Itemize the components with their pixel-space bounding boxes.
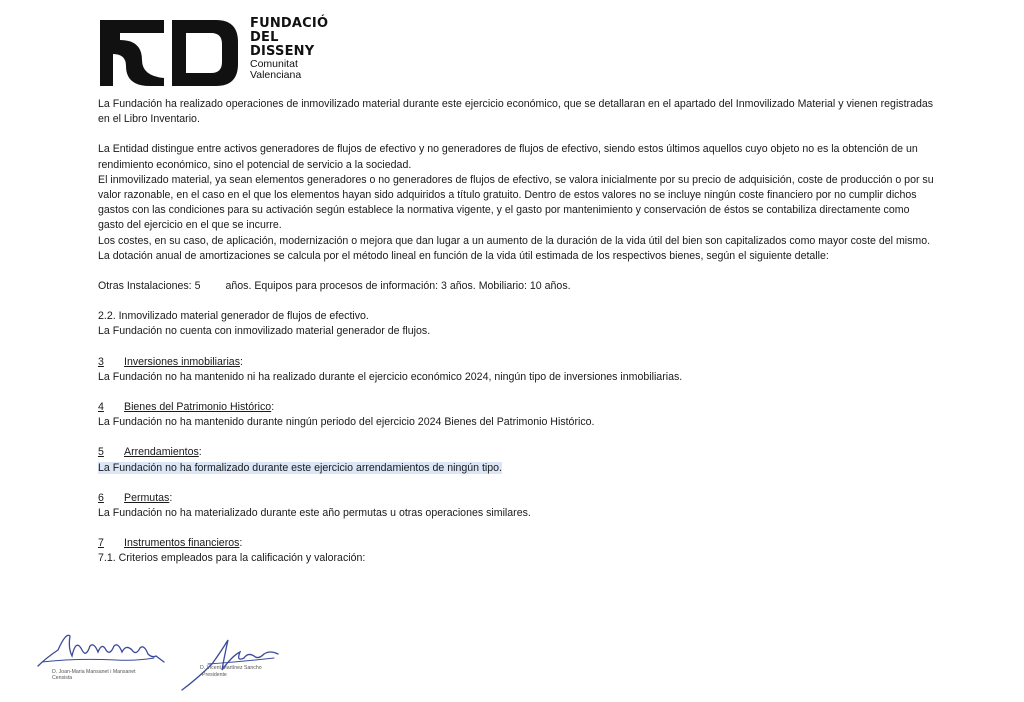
section-6-text: La Fundación no ha materializado durante este año permutas u otras operaciones similares. — [98, 507, 531, 520]
section-number: 5 — [98, 446, 104, 459]
vida-util-part-2: años. Equipos para procesos de información: 3 años. Mobiliario: 10 años. — [225, 280, 571, 293]
section-7-heading: 7 Instrumentos financieros: — [98, 536, 938, 551]
section-3-text: La Fundación no ha mantenido ni ha realizado durante el ejercicio económico 2024, ningún tipo de inversiones inmobiliarias. — [98, 370, 683, 383]
section-6-heading: 6 Permutas: — [98, 491, 938, 506]
logo-line-1: FUNDACIÓ — [250, 16, 329, 31]
section-4-text: La Fundación no ha mantenido durante ningún periodo del ejercicio 2024 Bienes del Patrimonio Histórico. — [98, 416, 595, 429]
signature-left-role: Censista — [52, 675, 73, 681]
signature-right-scribble — [178, 634, 288, 694]
section-title: Arrendamientos — [124, 446, 199, 459]
section-title: Bienes del Patrimonio Histórico — [124, 401, 272, 414]
section-title: Permutas — [124, 491, 170, 504]
signature-left — [36, 628, 176, 688]
signature-right-role: Presidente — [202, 672, 227, 678]
section-title: Instrumentos financieros — [124, 537, 240, 550]
logo-mark-bar — [206, 46, 220, 60]
section-5-text — [98, 461, 938, 476]
section-number: 4 — [98, 401, 104, 414]
logo-line-3: DISSENY — [250, 44, 315, 59]
section-title: Inversiones inmobiliarias — [124, 355, 240, 368]
logo-line-5: Valenciana — [250, 69, 302, 81]
paragraph-costes-mejora: Los costes, en su caso, de aplicación, modernización o mejora que dan lugar a un aumento de la duración de la vida útil del bien son capitalizados como mayor coste del mismo. — [98, 234, 931, 247]
paragraph-2-2-heading: 2.2. Inmovilizado material generador de flujos de efectivo. — [98, 310, 369, 323]
section-7-text: 7.1. Criterios empleados para la calificación y valoración: — [98, 552, 366, 565]
vida-util-part-1: Otras Instalaciones: 5 — [98, 280, 201, 293]
section-number: 3 — [98, 355, 104, 368]
paragraph-vida-util — [98, 279, 938, 294]
logo-mark-left — [100, 20, 164, 86]
logo-line-4: Comunitat — [250, 58, 298, 70]
paragraph-inmovilizado-intro: La Fundación ha realizado operaciones de inmovilizado material durante este ejercicio económico, que se detallaran en el apartado del Inmovilizado Material y vienen registradas en el Libro Inventario. — [98, 98, 934, 126]
paragraph-amortizaciones: La dotación anual de amortizaciones se calcula por el método lineal en función de la vida útil estimada de los respectivos bienes, según el siguiente detalle: — [98, 249, 829, 262]
section-4-heading: 4 Bienes del Patrimonio Histórico: — [98, 400, 938, 415]
logo-mark-right — [172, 20, 238, 86]
paragraph-activos-generadores: La Entidad distingue entre activos generadores de flujos de efectivo y no generadores de flujos de efectivo, siendo estos últimos aquellos cuyo objeto no es la obtención de un rendimiento económico, sino el potencial de servicio a la sociedad. — [98, 143, 918, 171]
signature-right — [178, 634, 298, 696]
logo-wordmark — [250, 17, 360, 81]
logo-line-2: DEL — [250, 30, 279, 45]
signature-left-scribble — [36, 628, 166, 670]
paragraph-valoracion-inicial: El inmovilizado material, ya sean elementos generadores o no generadores de flujos de efectivo, se valora inicialmente por su precio de adquisición, coste de producción o por su valor razonable, en el caso en el que los elementos hayan sido adquiridos a título gratuito. Dentro de estos valores no se incluye ningún coste financiero por no cumplir dichos gastos con las condiciones para su activación según establece la normativa vigente, y el gasto por mantenimiento y conservación de éstos se contabiliza directamente como gasto del ejercicio en el que se incurre. — [98, 173, 934, 232]
section-3-heading: 3 Inversiones inmobiliarias: — [98, 355, 938, 370]
document-body — [98, 97, 938, 567]
selected-text-highlight[interactable]: La Fundación no ha formalizado durante este ejercicio arrendamientos de ningún tipo. — [98, 461, 502, 474]
paragraph-2-2-text: La Fundación no cuenta con inmovilizado material generador de flujos. — [98, 325, 431, 338]
section-number: 7 — [98, 537, 104, 550]
section-5-heading: 5 Arrendamientos: — [98, 445, 938, 460]
signature-right-name: D. Vicent Martínez Sancho — [200, 665, 262, 671]
signature-left-name: D. Joan-Maria Mansanet i Mansanet — [52, 669, 136, 675]
section-number: 6 — [98, 491, 104, 504]
